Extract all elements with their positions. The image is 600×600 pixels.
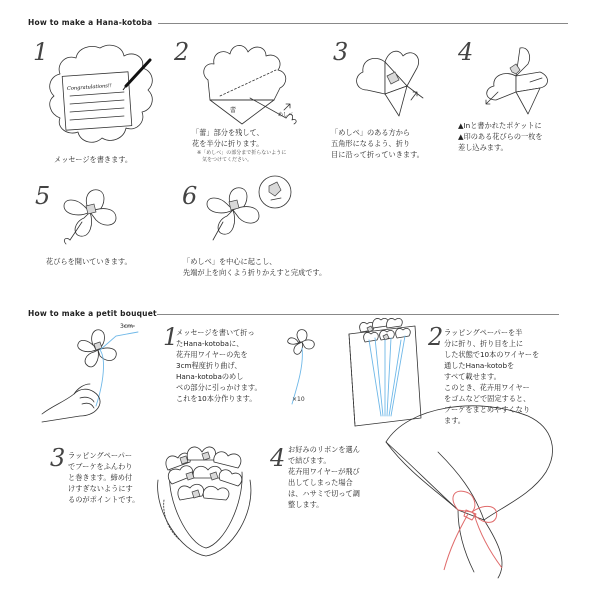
step6-caption: 「めしべ」を中心に起こし、 先端が上を向くよう折りかえすと完成です。 xyxy=(183,257,327,277)
step1-card-text: Congratulations!! xyxy=(66,82,113,93)
bouquet-step4-caption: お好みのリボンを選ん で結びます。 花卉用ワイヤーが飛び 出してしまった場合 は、ハサミで切って調 整します。 xyxy=(288,445,360,509)
step4-number: 4 xyxy=(458,38,474,66)
bouquet-step1-count-label: ×10 xyxy=(292,396,305,403)
step4-caption: ▲Inと書かれたポケットに ▲印のある花びらの一枚を 差し込みます。 xyxy=(458,121,543,152)
section-divider-2 xyxy=(157,314,559,315)
bouquet-step4-ribbon-bouquet-illustration xyxy=(378,402,588,582)
section-divider-1 xyxy=(158,23,568,24)
step6-number: 6 xyxy=(182,182,198,210)
bouquet-step1-caption: メッセージを書いて折っ たHana-kotobaに、 花卉用ワイヤーの先を 3cm程度折り曲げ、 Hana-kotobaのめし べの部分に引っかけます。 これを10本分作ります。 xyxy=(176,328,262,403)
step5-open-petals-illustration xyxy=(50,182,135,252)
step1-number: 1 xyxy=(33,38,49,66)
step2-label-pistil: めしべ xyxy=(278,112,294,118)
bouquet-step1-length-label: 3cm xyxy=(120,323,133,330)
step2-number: 2 xyxy=(174,38,190,66)
bouquet-step2-caption: ラッピングペーパーを半 分に折り、折り目を上に した状態で10本のワイヤーを 通したHana-kotobを すべて載せます。 このとき、花卉用ワイヤー をゴムなどで固定すると、 ブーケをまとめやすくなり ます。 xyxy=(444,328,540,425)
step5-number: 5 xyxy=(35,182,51,210)
step2-fold-half-illustration xyxy=(190,40,310,125)
step2-note: ※「めしべ」の部分まで折らないように 気をつけてください。 xyxy=(197,150,287,163)
step2-label-bud: 蕾 xyxy=(230,107,237,114)
section-title-hana-kotoba: How to make a Hana-kotoba xyxy=(28,18,153,27)
section-title-petit-bouquet: How to make a petit bouquet xyxy=(28,309,157,318)
step6-finished-flower-illustration xyxy=(195,172,305,250)
step2-caption: 「蕾」部分を残して、 花を半分に折ります。 xyxy=(192,128,264,148)
bouquet-step1-number: 1 xyxy=(163,323,179,351)
step4-insert-petal-illustration xyxy=(470,42,565,120)
step3-number: 3 xyxy=(333,38,349,66)
bouquet-step3-number: 3 xyxy=(50,444,66,472)
bouquet-step1-hand-wire-illustration xyxy=(40,318,180,426)
step1-caption: メッセージを書きます。 xyxy=(54,155,133,164)
bouquet-step3-caption: ラッピングペーパー でブーケをふんわり と巻きます。締め付 けすぎないようにす るのがポイントです。 xyxy=(68,451,140,504)
step1-message-card-illustration xyxy=(40,40,160,155)
step3-caption: 「めしべ」のある方から 五角形になるよう、折り 目に沿って折っていきます。 xyxy=(331,128,424,159)
bouquet-step2-number: 2 xyxy=(428,323,444,351)
bouquet-step3-wrapped-bouquet-illustration xyxy=(150,440,260,560)
step5-caption: 花びらを開いていきます。 xyxy=(46,257,132,266)
bouquet-step4-number: 4 xyxy=(270,444,286,472)
step3-pentagon-fold-illustration xyxy=(345,42,430,122)
